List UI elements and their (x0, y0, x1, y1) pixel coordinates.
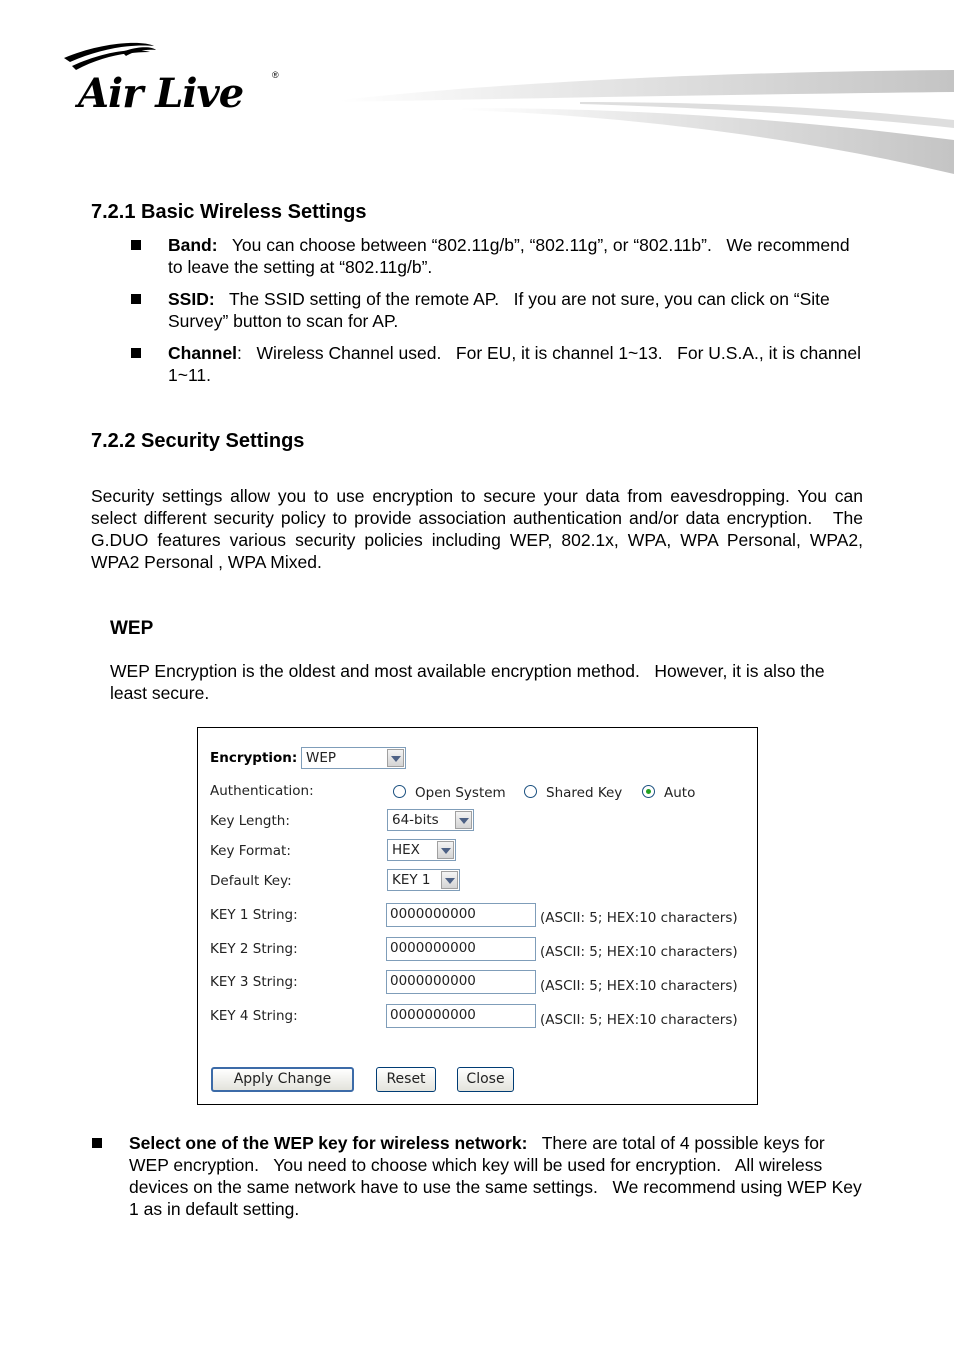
wep-heading: WEP (110, 618, 154, 639)
chevron-down-icon (437, 841, 454, 859)
bullet-term: Channel (168, 343, 238, 363)
bullet-term: Select one of the WEP key for wireless network: (129, 1133, 528, 1153)
section-heading-basic-wireless: 7.2.1 Basic Wireless Settings (91, 201, 367, 223)
auth-auto-radio[interactable] (642, 785, 655, 798)
bullet-text: : Wireless Channel used. For EU, it is channel 1~13. For U.S.A., it is channel 1~11. (168, 343, 866, 385)
registered-mark: ® (272, 70, 279, 80)
section-heading-security: 7.2.2 Security Settings (91, 430, 305, 452)
security-intro: Security settings allow you to use encryption to secure your data from eavesdropping. You can select different security policy to provide association authentication and/or data encryption. The G.DUO features various security policies including WEP, 802.1x, WPA, WPA Personal, WPA2, WPA2 Personal , WPA Mixed. (91, 486, 868, 572)
wep-description: WEP Encryption is the oldest and most available encryption method. However, it is also the least secure. (110, 661, 830, 703)
key-format-label: Key Format: (210, 843, 291, 859)
reset-button[interactable]: Reset (376, 1067, 436, 1092)
key-1-input[interactable]: 0000000000 (386, 903, 536, 927)
key-2-label: KEY 2 String: (210, 941, 298, 957)
auth-open-system-radio[interactable] (393, 785, 406, 798)
bullet-square-icon (92, 1138, 102, 1148)
bullet-square-icon (131, 294, 141, 304)
key-length-select[interactable] (387, 809, 474, 831)
key-2-input[interactable]: 0000000000 (386, 937, 536, 961)
key-3-input[interactable]: 0000000000 (386, 970, 536, 994)
default-key-value: KEY 1 (392, 872, 431, 888)
list-item (131, 234, 863, 278)
key-length-value: 64-bits (392, 812, 439, 828)
key-3-hint: (ASCII: 5; HEX:10 characters) (540, 978, 738, 994)
bullet-text: You can choose between “802.11g/b”, “802.11g”, or “802.11b”. We recommend to leave the setting at “802.11g/b”. (168, 235, 855, 277)
key-4-label: KEY 4 String: (210, 1008, 298, 1024)
key-4-input[interactable]: 0000000000 (386, 1004, 536, 1028)
auth-auto-label: Auto (664, 785, 696, 801)
list-item (92, 1132, 867, 1220)
key-2-hint: (ASCII: 5; HEX:10 characters) (540, 944, 738, 960)
close-button[interactable]: Close (457, 1067, 514, 1092)
airlive-logo (62, 40, 292, 117)
apply-change-button[interactable]: Apply Change (211, 1067, 354, 1092)
encryption-label: Encryption: (210, 750, 298, 766)
bullet-text: The SSID setting of the remote AP. If you are not sure, you can click on “Site Survey” button to scan for AP. (168, 289, 835, 331)
auth-shared-key-label: Shared Key (546, 785, 623, 801)
key-4-hint: (ASCII: 5; HEX:10 characters) (540, 1012, 738, 1028)
key-1-label: KEY 1 String: (210, 907, 298, 923)
header-swoosh-icon (340, 62, 954, 177)
bullet-text: There are total of 4 possible keys for WEP encryption. You need to choose which key will be used for encryption. All wireless devices on the same network have to use the same settings. We recommend using WEP Key 1 as in default setting. (129, 1133, 867, 1219)
bullet-term: SSID: (168, 289, 215, 309)
bullet-term: Band: (168, 235, 218, 255)
chevron-down-icon (441, 871, 458, 889)
key-length-label: Key Length: (210, 813, 290, 829)
key-format-select[interactable] (387, 839, 456, 861)
default-key-select[interactable] (387, 869, 460, 891)
chevron-down-icon (455, 811, 472, 829)
bullet-square-icon (131, 348, 141, 358)
logo-text: Air Live (78, 70, 244, 117)
basic-settings-list (131, 234, 866, 396)
auth-shared-key-radio[interactable] (524, 785, 537, 798)
encryption-value: WEP (306, 750, 337, 766)
chevron-down-icon (387, 749, 404, 767)
authentication-label: Authentication: (210, 783, 314, 799)
bullet-square-icon (131, 240, 141, 250)
list-item (131, 288, 863, 332)
key-3-label: KEY 3 String: (210, 974, 298, 990)
auth-open-system-label: Open System (415, 785, 506, 801)
encryption-select[interactable] (301, 747, 406, 769)
key-format-value: HEX (392, 842, 420, 858)
wep-settings-panel (197, 727, 758, 1105)
default-key-label: Default Key: (210, 873, 292, 889)
list-item (131, 342, 866, 386)
wep-key-note-list (92, 1132, 867, 1230)
key-1-hint: (ASCII: 5; HEX:10 characters) (540, 910, 738, 926)
